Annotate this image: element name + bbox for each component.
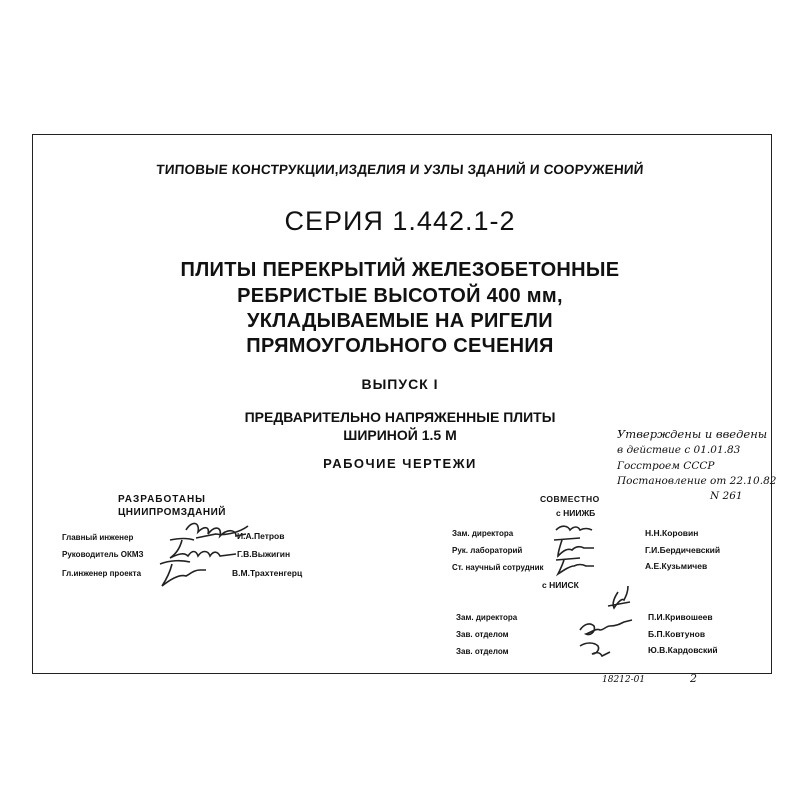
signature-krivosheev <box>608 586 630 608</box>
title-line-1: ПЛИТЫ ПЕРЕКРЫТИЙ ЖЕЛЕЗОБЕТОННЫЕ <box>180 259 620 281</box>
dev-role-3: Гл.инженер проекта <box>62 569 142 578</box>
signature-berdichevsky <box>554 538 594 556</box>
approval-line-3: Госстроем СССР <box>617 460 715 472</box>
approval-line-2: в действие с 01.01.83 <box>617 444 741 456</box>
series-heading: ТИПОВЫЕ КОНСТРУКЦИИ,ИЗДЕЛИЯ И УЗЛЫ ЗДАНИЙ И СООРУЖЕНИЙ <box>155 162 645 177</box>
joint2-name-2: Б.П.Ковтунов <box>648 629 706 639</box>
subtitle-line-1: ПРЕДВАРИТЕЛЬНО НАПРЯЖЕННЫЕ ПЛИТЫ <box>244 409 556 425</box>
joint-role-3: Ст. научный сотрудник <box>452 563 544 572</box>
title-line-4: ПРЯМОУГОЛЬНОГО СЕЧЕНИЯ <box>246 335 554 357</box>
signature-vyzhigin <box>170 539 236 559</box>
series-number: СЕРИЯ 1.442.1-2 <box>284 206 516 236</box>
dev-name-3: В.М.Трахтенгерц <box>232 568 303 578</box>
signature-kardovsky <box>580 643 610 656</box>
title-line-2: РЕБРИСТЫЕ ВЫСОТОЙ 400 мм, <box>237 285 563 307</box>
sheet-number: 2 <box>690 672 697 685</box>
signature-petrov <box>186 523 248 538</box>
approval-line-4: Постановление от 22.10.82 <box>617 475 777 487</box>
dev-name-1: И.А.Петров <box>237 531 285 541</box>
developed-heading: РАЗРАБОТАНЫ <box>118 494 206 505</box>
jointly-heading: СОВМЕСТНО <box>540 494 600 504</box>
signature-korovin <box>556 526 592 530</box>
subtitle-line-2: ШИРИНОЙ 1.5 М <box>343 427 457 443</box>
title-line-3: УКЛАДЫВАЕМЫЕ НА РИГЕЛИ <box>247 310 553 332</box>
approval-line-1: Утверждены и введены <box>617 427 768 441</box>
joint2-name-1: П.И.Кривошеев <box>648 612 713 622</box>
joint2-role-2: Зав. отделом <box>456 630 509 639</box>
developed-org: ЦНИИПРОМЗДАНИЙ <box>118 507 226 518</box>
joint2-role-1: Зам. директора <box>456 613 518 622</box>
dev-role-2: Руководитель ОКМЗ <box>62 550 144 559</box>
joint-role-2: Рук. лабораторий <box>452 546 523 555</box>
dev-name-2: Г.В.Выжигин <box>237 549 291 559</box>
joint-role-1: Зам. директора <box>452 529 514 538</box>
signature-kuzmichev <box>556 558 594 574</box>
approval-line-5: N 261 <box>710 490 743 502</box>
document-number: 18212-01 <box>602 675 646 685</box>
joint-name-2: Г.И.Бердичевский <box>645 545 721 555</box>
signature-kovtunov <box>580 620 632 635</box>
joint-name-3: А.Е.Кузьмичев <box>645 561 708 571</box>
working-drawings-label: РАБОЧИЕ ЧЕРТЕЖИ <box>323 456 477 471</box>
joint2-role-3: Зав. отделом <box>456 647 509 656</box>
signature-trakhtengerts <box>160 561 206 586</box>
joint2-name-3: Ю.В.Кардовский <box>648 645 718 655</box>
jointly-org-1: с НИИЖБ <box>556 508 596 518</box>
dev-role-1: Главный инженер <box>62 533 134 542</box>
jointly-org-2: с НИИСК <box>542 580 579 590</box>
joint-name-1: Н.Н.Коровин <box>645 528 699 538</box>
issue-label: ВЫПУСК I <box>361 376 439 392</box>
